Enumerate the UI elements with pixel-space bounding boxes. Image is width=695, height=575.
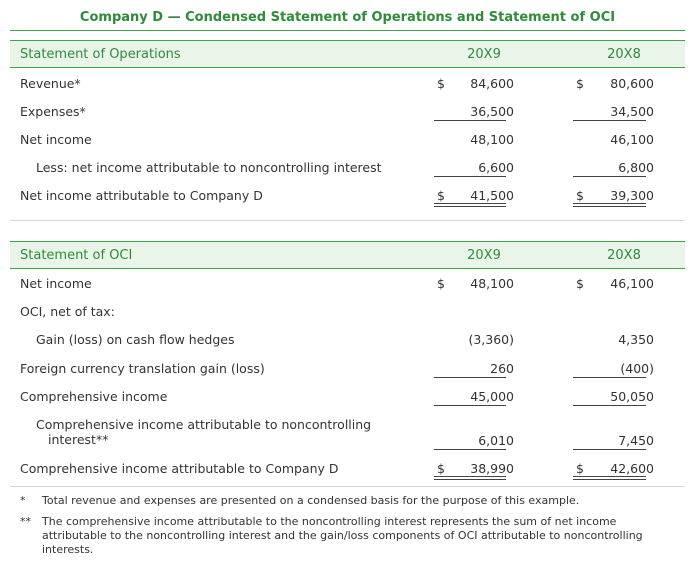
value-20x8: 46,100 (610, 132, 654, 147)
operations-header-label: Statement of Operations (20, 47, 181, 62)
oci-header-col1: 20X9 (467, 248, 501, 263)
value-20x9: 38,990 (470, 461, 514, 476)
value-20x8: 42,600 (610, 461, 654, 476)
underline (573, 120, 646, 121)
underline (434, 449, 506, 450)
footnote-mark: * (20, 494, 26, 507)
value-20x9: 84,600 (470, 76, 514, 91)
value-20x8: 39,300 (610, 188, 654, 203)
value-20x8: 80,600 (610, 76, 654, 91)
row-label: Foreign currency translation gain (loss) (20, 361, 265, 376)
row-label-line2: interest** (48, 432, 109, 447)
underline (573, 405, 646, 406)
operations-header-col1: 20X9 (467, 47, 501, 62)
currency-symbol: $ (437, 76, 445, 91)
currency-symbol: $ (437, 276, 445, 291)
row-label: Comprehensive income attributable to Company D (20, 461, 339, 476)
currency-symbol: $ (437, 461, 445, 476)
underline (573, 449, 646, 450)
footnote-text: Total revenue and expenses are presented on a condensed basis for the purpose of this example. (42, 494, 580, 507)
row-label: Expenses* (20, 104, 86, 119)
value-20x9: 45,000 (470, 389, 514, 404)
currency-symbol: $ (437, 188, 445, 203)
footnote-mark: ** (20, 515, 31, 528)
currency-symbol: $ (576, 188, 584, 203)
value-20x9: 48,100 (470, 132, 514, 147)
value-20x9: 41,500 (470, 188, 514, 203)
operations-header-col2: 20X8 (607, 47, 641, 62)
double-underline (434, 476, 506, 480)
row-label: Net income (20, 132, 92, 147)
row-label (36, 417, 376, 447)
value-20x9: 6,600 (478, 160, 514, 175)
row-label: OCI, net of tax: (20, 304, 115, 319)
underline (434, 176, 506, 177)
row-label: Less: net income attributable to noncontrolling interest (36, 160, 382, 175)
row-label: Comprehensive income (20, 389, 168, 404)
oci-header-label: Statement of OCI (20, 248, 133, 263)
double-underline (434, 203, 506, 207)
row-label: Net income attributable to Company D (20, 188, 263, 203)
value-20x8: 7,450 (618, 433, 654, 448)
oci-header-col2: 20X8 (607, 248, 641, 263)
value-20x8: 34,500 (610, 104, 654, 119)
value-20x8: 4,350 (618, 332, 654, 347)
section-separator (10, 220, 685, 221)
underline (434, 120, 506, 121)
statement-title: Company D — Condensed Statement of Operations and Statement of OCI (10, 10, 685, 31)
underline (573, 377, 646, 378)
currency-symbol: $ (576, 461, 584, 476)
row-label-line1: Comprehensive income attributable to noncontrolling (36, 417, 372, 432)
underline (434, 377, 506, 378)
value-20x9: 36,500 (470, 104, 514, 119)
footnote-separator (10, 486, 685, 487)
value-20x9: 48,100 (470, 276, 514, 291)
value-20x8: 50,050 (610, 389, 654, 404)
operations-header (10, 40, 685, 68)
value-20x9: (3,360) (468, 332, 514, 347)
underline (434, 405, 506, 406)
footnote-text: The comprehensive income attributable to the noncontrolling interest represents the sum of net income attributable to the noncontrolling interest and the gain/loss components of OCI attributable to noncontrolling interests. (42, 515, 643, 556)
value-20x9: 6,010 (478, 433, 514, 448)
row-label: Revenue* (20, 76, 81, 91)
value-20x8: (400) (620, 361, 654, 376)
oci-header (10, 241, 685, 269)
currency-symbol: $ (576, 76, 584, 91)
underline (573, 176, 646, 177)
value-20x8: 6,800 (618, 160, 654, 175)
double-underline (573, 203, 646, 207)
double-underline (573, 476, 646, 480)
row-label: Gain (loss) on cash flow hedges (36, 332, 235, 347)
value-20x9: 260 (490, 361, 514, 376)
currency-symbol: $ (576, 276, 584, 291)
value-20x8: 46,100 (610, 276, 654, 291)
row-label: Net income (20, 276, 92, 291)
